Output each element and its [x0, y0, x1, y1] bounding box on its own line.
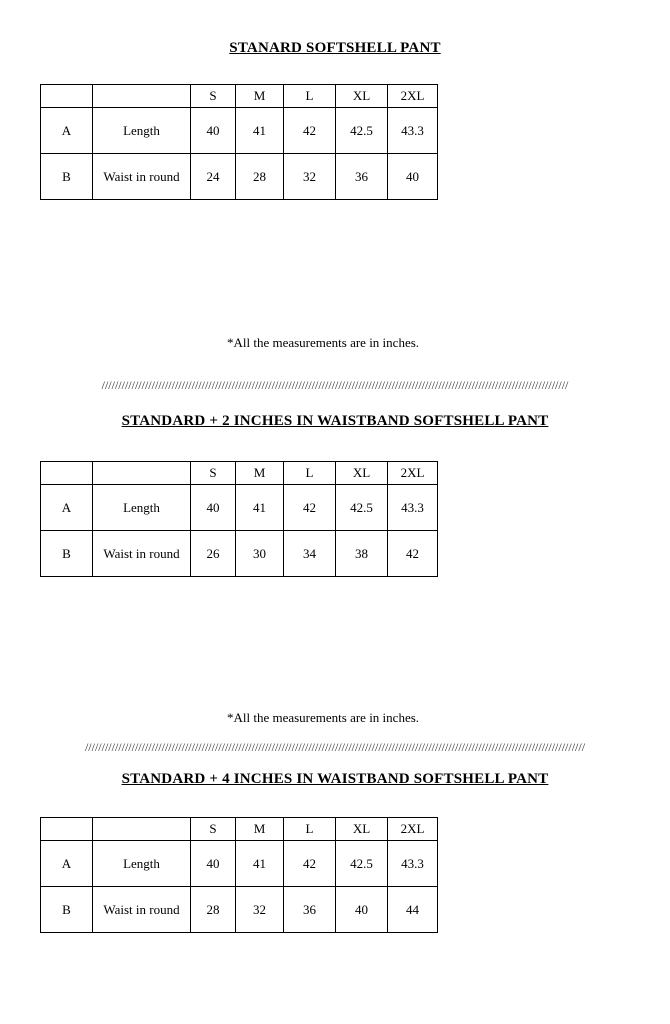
value-cell: 34	[284, 531, 336, 577]
table-header-row	[41, 85, 438, 108]
table-row	[41, 108, 438, 154]
size-header-cell: 2XL	[388, 85, 438, 108]
table-header-empty-cell	[41, 818, 93, 841]
size-header-cell: S	[191, 85, 236, 108]
table-header-row	[41, 462, 438, 485]
row-key-cell: B	[41, 154, 93, 200]
value-cell: 40	[191, 108, 236, 154]
value-cell: 40	[191, 485, 236, 531]
value-cell: 40	[191, 841, 236, 887]
value-cell: 42.5	[336, 108, 388, 154]
slash-divider: //////////////////////////////////////////////////////////////////////////////////////////////////////////////////////////////////////////////////////	[84, 740, 586, 754]
size-table-plus4	[40, 817, 438, 933]
size-table-plus2	[40, 461, 438, 577]
size-header-cell: S	[191, 462, 236, 485]
value-cell: 42	[284, 841, 336, 887]
row-label-cell: Length	[93, 108, 191, 154]
row-key-cell: B	[41, 887, 93, 933]
row-key-cell: A	[41, 485, 93, 531]
row-label-cell: Waist in round	[93, 887, 191, 933]
value-cell: 42.5	[336, 841, 388, 887]
row-label-cell: Waist in round	[93, 154, 191, 200]
measurement-note: *All the measurements are in inches.	[226, 710, 420, 725]
value-cell: 24	[191, 154, 236, 200]
value-cell: 32	[236, 887, 284, 933]
table-header-empty-cell	[93, 818, 191, 841]
table-row	[41, 154, 438, 200]
value-cell: 42.5	[336, 485, 388, 531]
value-cell: 42	[284, 108, 336, 154]
size-header-cell: XL	[336, 462, 388, 485]
row-key-cell: B	[41, 531, 93, 577]
size-header-cell: M	[236, 818, 284, 841]
table-row	[41, 887, 438, 933]
value-cell: 38	[336, 531, 388, 577]
size-header-cell: S	[191, 818, 236, 841]
value-cell: 43.3	[388, 485, 438, 531]
section-title-plus2: STANDARD + 2 INCHES IN WAISTBAND SOFTSHELL PANT	[121, 413, 549, 429]
table-header-empty-cell	[93, 462, 191, 485]
value-cell: 41	[236, 108, 284, 154]
value-cell: 40	[336, 887, 388, 933]
value-cell: 42	[284, 485, 336, 531]
size-header-cell: L	[284, 85, 336, 108]
value-cell: 30	[236, 531, 284, 577]
value-cell: 44	[388, 887, 438, 933]
row-label-cell: Waist in round	[93, 531, 191, 577]
row-key-cell: A	[41, 841, 93, 887]
value-cell: 36	[284, 887, 336, 933]
size-header-cell: M	[236, 462, 284, 485]
value-cell: 41	[236, 485, 284, 531]
value-cell: 28	[236, 154, 284, 200]
value-cell: 42	[388, 531, 438, 577]
row-label-cell: Length	[93, 841, 191, 887]
table-header-row	[41, 818, 438, 841]
measurement-note: *All the measurements are in inches.	[226, 335, 420, 350]
value-cell: 40	[388, 154, 438, 200]
size-table-standard	[40, 84, 438, 200]
value-cell: 41	[236, 841, 284, 887]
table-row	[41, 531, 438, 577]
table-row	[41, 485, 438, 531]
section-title-plus4: STANDARD + 4 INCHES IN WAISTBAND SOFTSHELL PANT	[121, 771, 549, 787]
size-header-cell: 2XL	[388, 462, 438, 485]
size-header-cell: L	[284, 818, 336, 841]
value-cell: 32	[284, 154, 336, 200]
slash-divider: ////////////////////////////////////////////////////////////////////////////////////////////////////////////////////////////////////////////	[101, 378, 569, 392]
section-title-standard: STANARD SOFTSHELL PANT	[229, 40, 441, 56]
table-header-empty-cell	[93, 85, 191, 108]
row-label-cell: Length	[93, 485, 191, 531]
value-cell: 43.3	[388, 841, 438, 887]
value-cell: 28	[191, 887, 236, 933]
size-header-cell: XL	[336, 818, 388, 841]
size-header-cell: 2XL	[388, 818, 438, 841]
size-header-cell: XL	[336, 85, 388, 108]
size-header-cell: L	[284, 462, 336, 485]
table-header-empty-cell	[41, 85, 93, 108]
table-header-empty-cell	[41, 462, 93, 485]
value-cell: 26	[191, 531, 236, 577]
size-header-cell: M	[236, 85, 284, 108]
value-cell: 36	[336, 154, 388, 200]
value-cell: 43.3	[388, 108, 438, 154]
row-key-cell: A	[41, 108, 93, 154]
table-row	[41, 841, 438, 887]
